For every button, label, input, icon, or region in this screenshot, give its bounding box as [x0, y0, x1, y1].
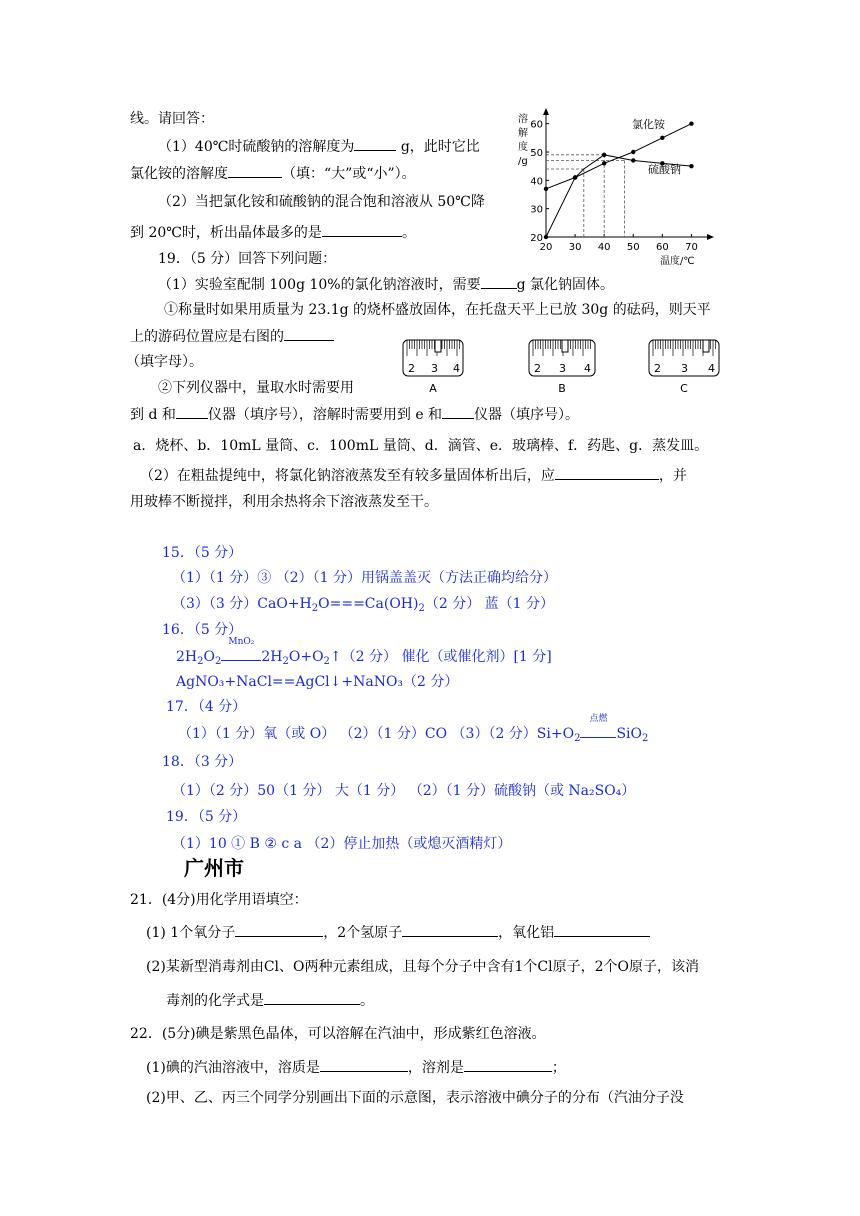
- series-label: 硫酸钠: [648, 163, 681, 176]
- q19-part2-line1: [140, 465, 687, 486]
- data-point: [689, 164, 693, 168]
- ans18-line1: （1）（2 分）50（1 分） 大（1 分） （2）（1 分）硫酸钠（或 Na₂SO₄）: [172, 783, 636, 799]
- q21-1b: ，2个氢原子: [323, 925, 403, 941]
- ruler-a-tick-2: 2: [408, 362, 415, 375]
- x-tick-label: 70: [685, 242, 698, 253]
- ans17-line1: （1）（1 分）氧（或 O） （2）（1 分）CO （3）（2 分）$Si+O_2$ 点燃 SiO$_2$: [178, 714, 649, 744]
- answer-blank[interactable]: [555, 465, 659, 480]
- x-axis-arrow: [707, 234, 714, 240]
- q21-part2-line2: [166, 990, 374, 1011]
- x-tick-label: 30: [568, 242, 582, 253]
- y-axis-label-char: 解: [518, 128, 528, 139]
- ruler-a-figure: [398, 336, 468, 398]
- ruler-b-tick-2: 2: [534, 362, 541, 375]
- ans17-1a: （1）（1 分）氧（或 O） （2）（1 分）CO （3）（2 分）Si+O: [178, 726, 575, 742]
- series-line: [546, 124, 691, 189]
- q19-s2c: 仪器（填序号），溶解时需要用到 e 和: [207, 407, 443, 423]
- answer-blank[interactable]: [354, 136, 396, 151]
- ans16-title: 16．（5 分）: [162, 622, 243, 638]
- q18-p2c: 。: [401, 225, 416, 241]
- y-axis-label-char: /g: [518, 156, 528, 167]
- y-tick-label: 50: [530, 148, 543, 159]
- q18-p2b: 到 20℃时，析出晶体最多的是: [130, 225, 322, 241]
- x-tick-label: 50: [626, 242, 640, 253]
- ans15-line2: （3）（3 分）$CaO+H_2O===Ca(OH)_2(2$ 分） 蓝（1 分）: [172, 596, 555, 614]
- rider-marker: [703, 340, 709, 352]
- data-point: [573, 175, 577, 179]
- answer-blank[interactable]: [228, 163, 282, 178]
- q19-sub2-line2: [130, 404, 579, 425]
- ans16-1d: O+O: [288, 649, 324, 665]
- data-point: [602, 153, 606, 157]
- ans15-2b: O===Ca(OH): [318, 596, 419, 612]
- y-tick-label: 30: [530, 204, 543, 216]
- q21-title: 21．(4分)用化学用语填空：: [130, 892, 308, 908]
- q22-1c: ；: [551, 1060, 566, 1076]
- x-tick-label: 60: [655, 242, 669, 253]
- ignite-label: 点燃: [589, 714, 608, 724]
- ans15-2a: （3）（3 分）CaO+H: [172, 596, 312, 612]
- ans17-title: 17．（4 分）: [166, 699, 247, 715]
- ans16-1c: 2H: [261, 649, 283, 665]
- q21-2b: 毒剂的化学式是: [166, 993, 264, 1009]
- ans16-line1: $2H_2O_2$ MnO₂ $2H_2O+O_2↑(2$ 分） 催化（或催化剂）[1 分]: [176, 637, 552, 667]
- data-point: [660, 136, 664, 140]
- q18-p1c: 氯化铵的溶解度: [130, 166, 228, 182]
- ruler-a-tick-4: 4: [453, 362, 460, 375]
- q18-p1d: （填：“大”或“小”）。: [282, 166, 416, 182]
- answer-blank[interactable]: [320, 1057, 408, 1072]
- x-axis-label: 温度/℃: [660, 256, 695, 267]
- solubility-chart: [510, 100, 720, 270]
- q18-part1-line1: [158, 136, 480, 157]
- data-point: [544, 187, 548, 191]
- answer-blank[interactable]: [402, 922, 498, 937]
- rider-marker: [562, 340, 568, 352]
- x-tick-label: 20: [539, 242, 553, 253]
- q22-part2: (2)甲、乙、丙三个同学分别画出下面的示意图，表示溶液中碘分子的分布（汽油分子没: [146, 1090, 684, 1106]
- y-axis-label-char: 溶: [518, 114, 528, 125]
- ans19-line1: （1）10 ① B ② c a （2）停止加热（或熄灭酒精灯）: [172, 836, 512, 852]
- q21-1a: (1) 1个氧分子: [146, 925, 236, 941]
- q18-part1-line2: [130, 163, 416, 184]
- ans16-1b: O: [203, 649, 215, 665]
- q19-part1: [158, 274, 614, 295]
- answer-blank[interactable]: [554, 922, 650, 937]
- ans15-2c: （2 分） 蓝（1 分）: [424, 596, 555, 612]
- series-label: 氯化铵: [632, 118, 665, 131]
- ruler-b-tick-3: 3: [559, 362, 566, 375]
- q21-1c: ，氧化铝: [498, 925, 555, 941]
- ans15-title: 15．（5 分）: [162, 545, 243, 561]
- ans19-title: 19．（5 分）: [166, 809, 247, 825]
- q19-title: 19．（5 分）回答下列问题：: [158, 251, 337, 267]
- q22-part1: [146, 1057, 566, 1078]
- y-axis-arrow: [543, 108, 549, 115]
- ruler-c-tick-4: 4: [708, 362, 715, 375]
- y-tick-label: 40: [530, 176, 543, 188]
- answer-blank[interactable]: [442, 404, 474, 419]
- y-tick-label: 60: [530, 119, 543, 131]
- ignite-arrow: [580, 714, 616, 744]
- q19-p2b: ，并: [658, 468, 687, 484]
- ans16-1a: 2H: [176, 649, 198, 665]
- ruler-b-tick-4: 4: [584, 362, 591, 375]
- ruler-a-label: A: [429, 382, 437, 395]
- q19-p2a: （2）在粗盐提纯中，将氯化钠溶液蒸发至有较多量固体析出后，应: [140, 468, 555, 484]
- q19-part2-line2: 用玻棒不断搅拌，利用余热将余下溶液蒸发至干。: [130, 494, 438, 510]
- ans17-1b: SiO: [616, 726, 643, 742]
- data-point: [689, 121, 693, 125]
- q22-1a: (1)碘的汽油溶液中，溶质是: [146, 1060, 320, 1076]
- rider-marker: [435, 340, 441, 352]
- q19-sub1-line3: （填字母）。: [126, 354, 203, 370]
- ans18-title: 18．（3 分）: [162, 754, 243, 770]
- answer-blank[interactable]: [235, 922, 323, 937]
- q18-intro: 线。请回答：: [130, 111, 214, 127]
- q19-options: a．烧杯、b．10mL 量筒、c．100mL 量筒、d．滴管、e．玻璃棒、f．药匙、g．蒸发皿。: [133, 438, 709, 454]
- answer-blank[interactable]: [264, 990, 360, 1005]
- q19-s2d: 仪器（填序号）。: [474, 407, 580, 423]
- ruler-c-tick-2: 2: [654, 362, 661, 375]
- data-point: [602, 161, 606, 165]
- answer-blank[interactable]: [481, 274, 517, 289]
- ruler-a-tick-3: 3: [431, 362, 438, 375]
- q19-s1b: 上的游码位置应是右图的: [130, 329, 284, 345]
- q22-1b: ，溶剂是: [407, 1060, 464, 1076]
- answer-blank[interactable]: [464, 1057, 552, 1072]
- answer-blank[interactable]: [284, 326, 334, 341]
- x-tick-label: 40: [597, 242, 611, 253]
- catalyst-arrow: [221, 637, 261, 667]
- ruler-b-label: B: [558, 382, 566, 395]
- q18-part2-line1: （2）当把氯化铵和硫酸钠的混合饱和溶液从 50℃降: [158, 194, 485, 210]
- y-tick-label: 20: [530, 233, 543, 244]
- ruler-c-figure: [644, 336, 724, 398]
- data-point: [544, 235, 548, 239]
- ans16-line2: AgNO₃+NaCl==AgCl↓+NaNO₃（2 分）: [176, 674, 459, 690]
- q18-part2-line2: [130, 222, 416, 243]
- q19-p1a: （1）实验室配制 100g 10%的氯化钠溶液时，需要: [158, 277, 481, 293]
- q19-s2b: 到 d 和: [130, 407, 176, 423]
- answer-blank[interactable]: [176, 404, 208, 419]
- data-point: [631, 150, 635, 154]
- q22-title: 22．(5分)碘是紫黑色晶体，可以溶解在汽油中，形成紫红色溶液。: [130, 1026, 546, 1042]
- ruler-c-label: C: [680, 382, 688, 395]
- q21-2c: 。: [360, 993, 374, 1009]
- ans15-line1: （1）（1 分）③ （2）（1 分）用锅盖盖灭（方法正确均给分）: [172, 570, 557, 586]
- ruler-c-tick-3: 3: [681, 362, 688, 375]
- q18-p1b: g，此时它比: [400, 139, 480, 155]
- q19-sub2-line1: ②下列仪器中，量取水时需要用: [158, 380, 354, 396]
- section-heading: 广州市: [184, 856, 244, 880]
- catalyst-label: MnO₂: [228, 637, 255, 647]
- q19-sub1-line1: ①称量时如果用质量为 23.1g 的烧杯盛放固体，在托盘天平上已放 30g 的砝码，则天平: [164, 302, 711, 318]
- q18-p1a: （1）40℃时硫酸钠的溶解度为: [158, 139, 355, 155]
- answer-blank[interactable]: [322, 222, 402, 237]
- q21-part2-line1: (2)某新型消毒剂由Cl、O两种元素组成，且每个分子中含有1个Cl原子，2个O原子，该消: [146, 959, 699, 975]
- q19-sub1-line2: [130, 326, 334, 347]
- data-point: [631, 158, 635, 162]
- y-axis-label-char: 度: [518, 142, 528, 153]
- ans16-1e: ↑（2 分） 催化（或催化剂）[1 分]: [329, 649, 552, 665]
- q21-part1: [146, 922, 650, 943]
- q19-p1b: g 氯化钠固体。: [516, 277, 615, 293]
- ruler-b-figure: [524, 336, 600, 398]
